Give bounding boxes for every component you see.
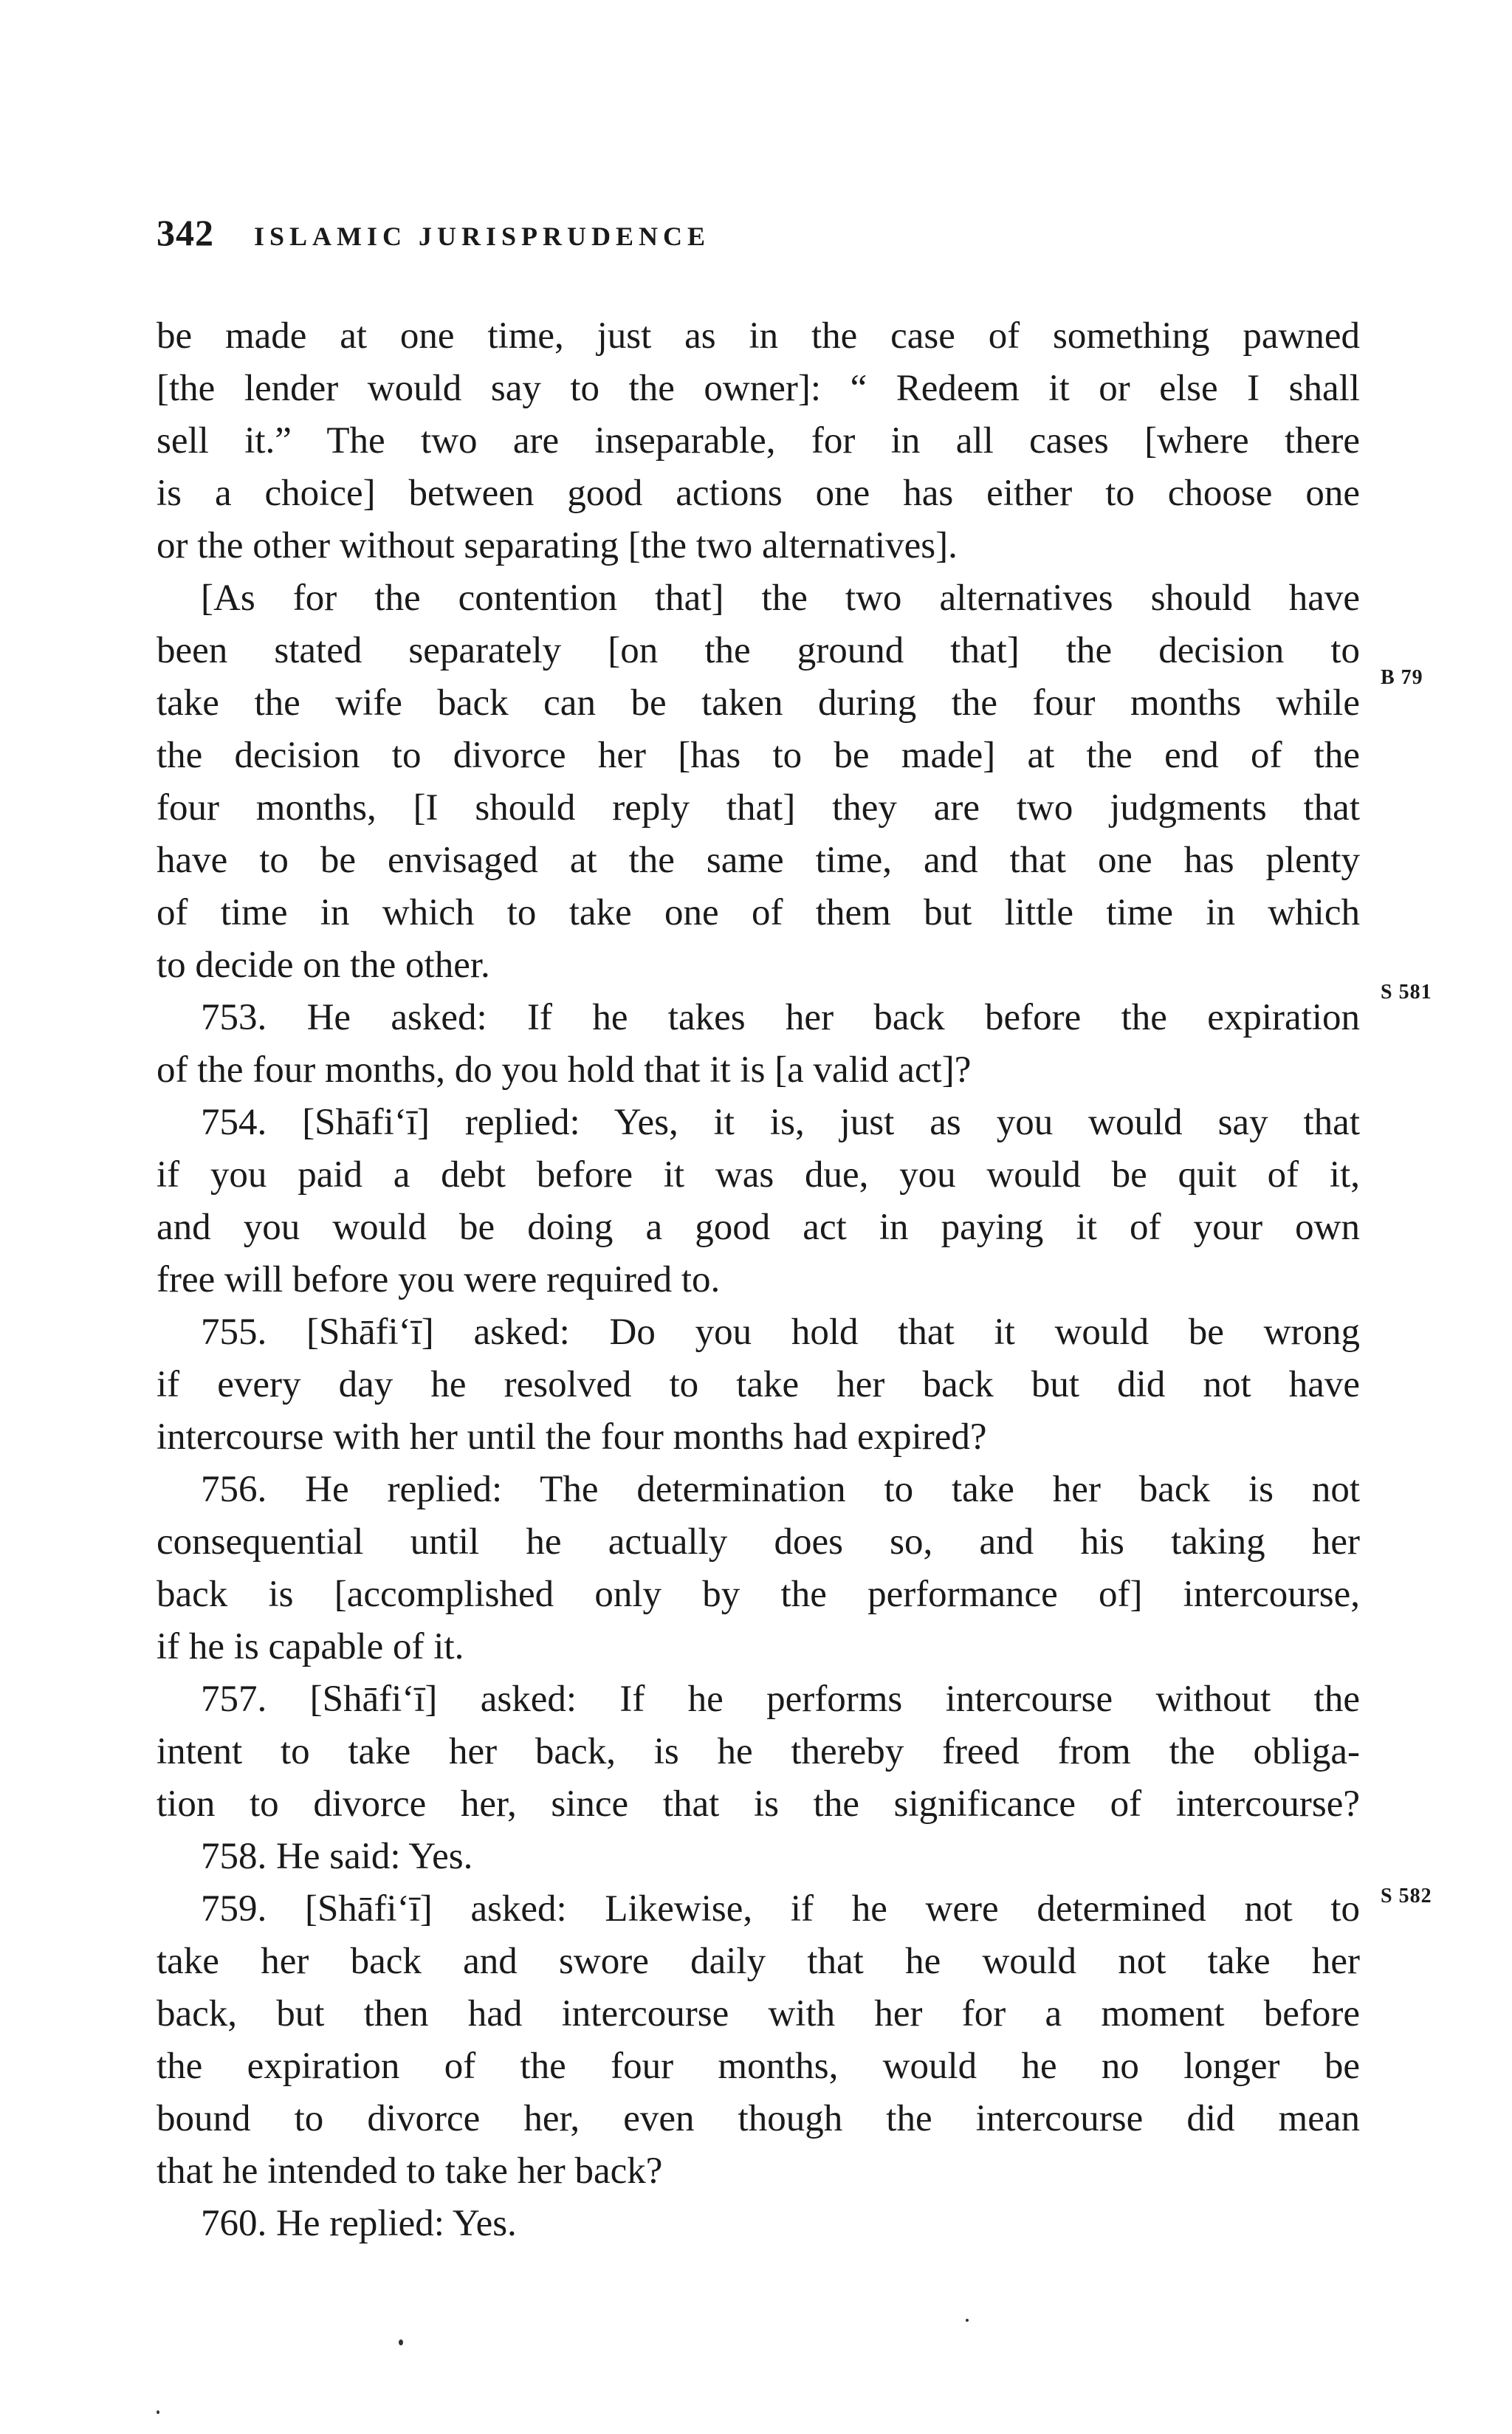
- text-line: sell it.” The two are inseparable, for in all cases [where there: [157, 420, 1360, 462]
- text-line: is a choice] between good actions one has either to choose one: [157, 473, 1360, 514]
- text-line: [As for the contention that] the two alternatives should have: [201, 577, 1360, 619]
- text-line: take the wife back can be taken during the four months while: [157, 682, 1360, 724]
- text-line: back is [accomplished only by the performance of] intercourse,: [157, 1574, 1360, 1615]
- text-line: to decide on the other.: [157, 945, 490, 986]
- text-line: if every day he resolved to take her back but did not have: [157, 1364, 1360, 1405]
- text-line: back, but then had intercourse with her for a moment before: [157, 1993, 1360, 2034]
- margin-note: B 79: [1381, 666, 1423, 689]
- text-line: if he is capable of it.: [157, 1626, 464, 1667]
- text-line: [the lender would say to the owner]: “ Redeem it or else I shall: [157, 368, 1360, 409]
- text-line: have to be envisaged at the same time, and that one has plenty: [157, 840, 1360, 881]
- text-line: intercourse with her until the four months had expired?: [157, 1416, 987, 1458]
- text-line: consequential until he actually does so, and his taking her: [157, 1521, 1360, 1563]
- text-line: 758. He said: Yes.: [201, 1836, 473, 1877]
- running-head: ISLAMIC JURISPRUDENCE: [254, 222, 711, 251]
- text-line: intent to take her back, is he thereby freed from the obliga-: [157, 1731, 1360, 1772]
- text-line: been stated separately [on the ground that] the decision to: [157, 630, 1360, 671]
- text-line: free will before you were required to.: [157, 1259, 721, 1300]
- text-line: and you would be doing a good act in paying it of your own: [157, 1207, 1360, 1248]
- text-line: be made at one time, just as in the case of something pawned: [157, 315, 1360, 357]
- page-number: 342: [157, 212, 214, 253]
- text-line: 755. [Shāfiʻī] asked: Do you hold that it would be wrong: [201, 1312, 1360, 1353]
- text-line: four months, [I should reply that] they are two judgments that: [157, 787, 1360, 829]
- text-line: 756. He replied: The determination to take her back is not: [201, 1469, 1360, 1510]
- text-line: tion to divorce her, since that is the significance of intercourse?: [157, 1783, 1360, 1825]
- margin-note: S 581: [1381, 981, 1432, 1004]
- text-line: of the four months, do you hold that it is [a valid act]?: [157, 1049, 972, 1091]
- text-line: 757. [Shāfiʻī] asked: If he performs intercourse without the: [201, 1679, 1360, 1720]
- text-line: 760. He replied: Yes.: [201, 2203, 517, 2244]
- text-line: 759. [Shāfiʻī] asked: Likewise, if he were determined not to: [201, 1888, 1360, 1930]
- text-line: if you paid a debt before it was due, you would be quit of it,: [157, 1154, 1360, 1196]
- text-line: bound to divorce her, even though the intercourse did mean: [157, 2098, 1360, 2139]
- body-text: [157, 310, 1360, 2250]
- text-line: that he intended to take her back?: [157, 2150, 663, 2192]
- text-line: the decision to divorce her [has to be made] at the end of the: [157, 735, 1360, 776]
- text-line: take her back and swore daily that he would not take her: [157, 1941, 1360, 1982]
- print-speck: [399, 2339, 403, 2345]
- text-line: 754. [Shāfiʻī] replied: Yes, it is, just as you would say that: [201, 1102, 1360, 1143]
- print-speck: [157, 2410, 159, 2414]
- print-speck: [966, 2319, 969, 2322]
- text-line: of time in which to take one of them but little time in which: [157, 892, 1360, 933]
- text-line: 753. He asked: If he takes her back before the expiration: [201, 997, 1360, 1038]
- text-line: the expiration of the four months, would he no longer be: [157, 2046, 1360, 2087]
- margin-note: S 582: [1381, 1885, 1432, 1907]
- page-header: [157, 211, 710, 263]
- text-line: or the other without separating [the two alternatives].: [157, 525, 958, 566]
